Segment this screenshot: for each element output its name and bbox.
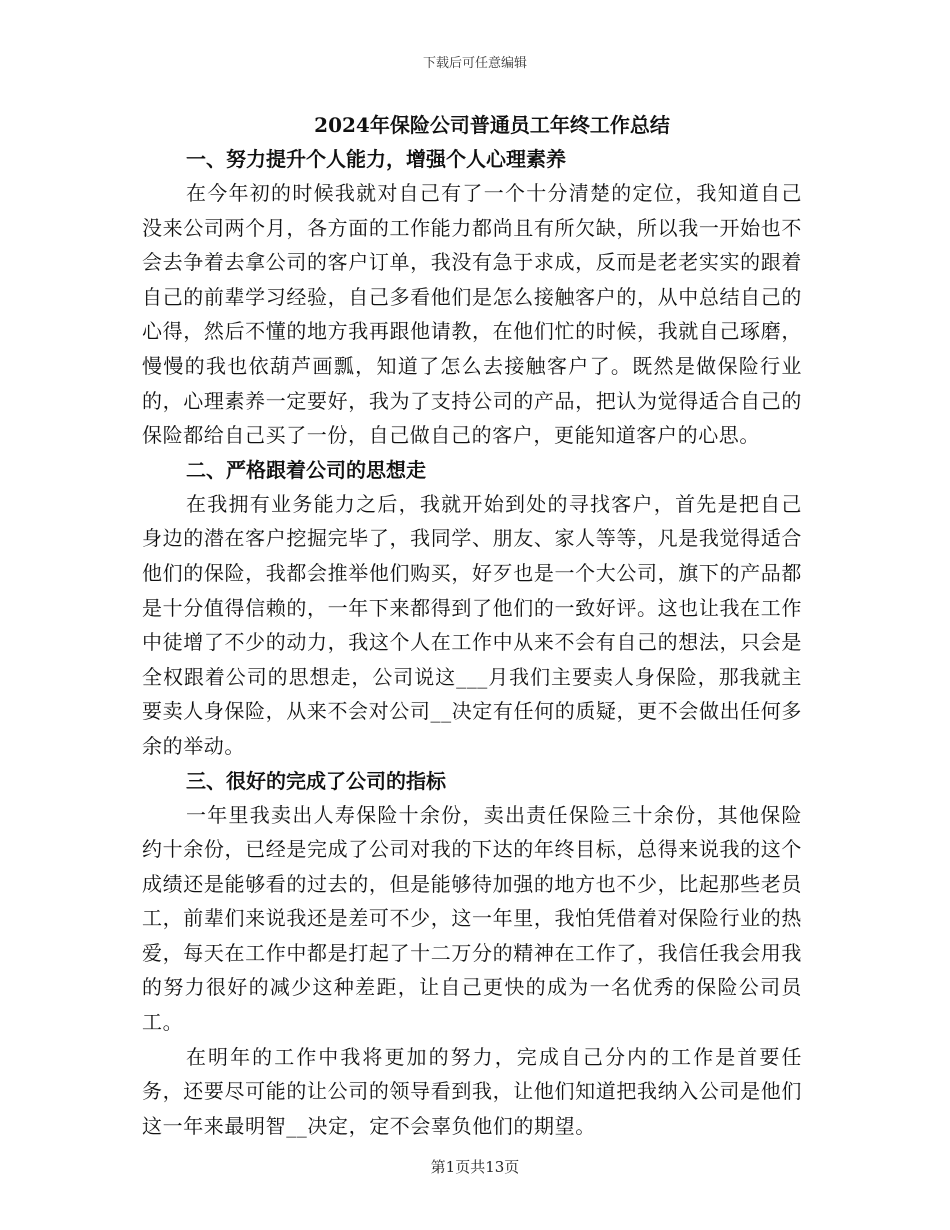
paragraph: 在明年的工作中我将更加的努力，完成自己分内的工作是首要任务，还要尽可能的让公司的领导看到我，让他们知道把我纳入公司是他们这一年来最明智__决定，定不会辜负他们的期望。 (142, 1044, 802, 1138)
section-3 (142, 764, 802, 1144)
page-number: 第1页共13页 (430, 1158, 520, 1176)
paragraph: 在我拥有业务能力之后，我就开始到处的寻找客户，首先是把自己身边的潜在客户挖掘完毕了，我同学、朋友、家人等等，凡是我觉得适合他们的保险，我都会推举他们购买，好歹也是一个大公司，旗下的产品都是十分值得信赖的，一年下来都得到了他们的一致好评。这也让我在工作中徒增了不少的动力，我这个人在工作中从来不会有自己的想法，只会是全权跟着公司的思想走，公司说这___月我们主要卖人身保险，那我就主要卖人身保险，从来不会对公司__决定有任何的质疑，更不会做出任何多余的举动。 (142, 491, 802, 758)
paragraph: 一年里我卖出人寿保险十余份，卖出责任保险三十余份，其他保险约十余份，已经是完成了公司对我的下达的年终目标，总得来说我的这个成绩还是能够看的过去的，但是能够待加强的地方也不少，比起那些老员工，前辈们来说我还是差可不少，这一年里，我怕凭借着对保险行业的热爱，每天在工作中都是打起了十二万分的精神在工作了，我信任我会用我的努力很好的减少这种差距，让自己更快的成为一名优秀的保险公司员工。 (142, 802, 802, 1035)
section-heading: 三、很好的完成了公司的指标 (186, 768, 446, 793)
header-note: 下载后可任意编辑 (422, 56, 527, 71)
section-1 (142, 142, 802, 453)
document-title: 2024年保险公司普通员工年终工作总结 (314, 113, 670, 137)
section-heading: 二、严格跟着公司的思想走 (186, 457, 426, 482)
document-body (142, 108, 802, 1143)
section-2 (142, 453, 802, 764)
paragraph: 在今年初的时候我就对自己有了一个十分清楚的定位，我知道自己没来公司两个月，各方面的工作能力都尚且有所欠缺，所以我一开始也不会去争着去拿公司的客户订单，我没有急于求成，反而是老老实实的跟着自己的前辈学习经验，自己多看他们是怎么接触客户的，从中总结自己的心得，然后不懂的地方我再跟他请教，在他们忙的时候，我就自己琢磨，慢慢的我也依葫芦画瓢，知道了怎么去接触客户了。既然是做保险行业的，心理素养一定要好，我为了支持公司的产品，把认为觉得适合自己的保险都给自己买了一份，自己做自己的客户，更能知道客户的心思。 (142, 181, 802, 448)
section-heading: 一、努力提升个人能力，增强个人心理素养 (186, 147, 566, 171)
